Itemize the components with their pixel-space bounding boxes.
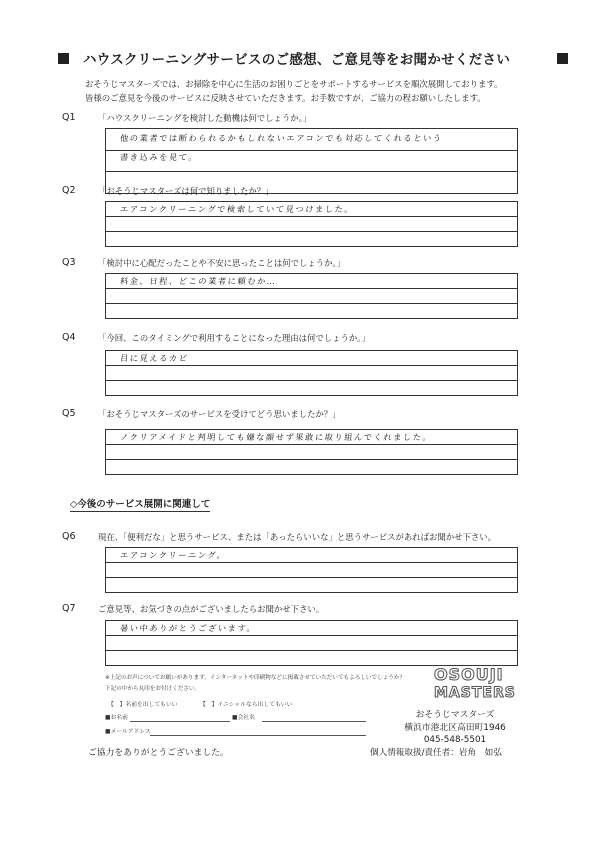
question-text: 「おそうじマスターズのサービスを受けてどう思いましたか？」: [98, 409, 341, 419]
name-field-line[interactable]: [130, 721, 230, 722]
handwritten-answer: 目に見えるカビ: [119, 353, 190, 363]
email-field-line[interactable]: [150, 735, 366, 736]
company-name: おそうじマスターズ: [415, 710, 495, 720]
question-number: Q3: [62, 257, 76, 268]
name-field-label: ■お名前: [105, 715, 128, 721]
survey-header: [58, 47, 568, 69]
section-heading: ◇今後のサービス展開に関連して: [70, 496, 210, 512]
question-number: Q6: [62, 531, 76, 542]
company-address: 横浜市港北区高田町1946: [404, 722, 506, 733]
square-bullet-icon: [58, 53, 69, 64]
answer-box-q7: [105, 620, 518, 666]
answer-box-q2: [105, 201, 518, 247]
answer-box-q6: [105, 547, 518, 593]
question-number: Q1: [62, 112, 76, 123]
question-text: ご意見等、お気づきの点がございましたらお聞かせ下さい。: [98, 604, 325, 614]
privacy-manager: 個人情報取扱/責任者：岩角 如弘: [370, 748, 502, 758]
company-info: [370, 709, 540, 747]
handwritten-answer: エアコンクリーニング。: [119, 550, 228, 560]
question-number: Q5: [62, 408, 76, 419]
handwritten-answer: 他の業者では断わられるかもしれないエアコンでも対応してくれるという: [119, 133, 444, 143]
handwritten-answer: 暑い中ありがとうございます。: [119, 623, 257, 633]
handwritten-answer: エアコンクリーニングで検索していて見つけました。: [119, 204, 355, 214]
intro-line-2: 皆様のご意見を今後のサービスに反映させていただきます。お手数ですが、ご協力の程お願いしたします。: [85, 93, 486, 103]
company-field-label: ■会社名: [232, 715, 255, 721]
permission-note: 下記の中から丸印をお付けください。: [105, 686, 201, 692]
answer-box-q3: [105, 273, 518, 319]
question-text: 「ハウスクリーニングを検討した動機は何でしょうか。」: [98, 113, 312, 123]
email-field-label: ■メールアドレス: [105, 729, 151, 735]
question-number: Q4: [62, 332, 76, 343]
answer-box-q4: [105, 350, 518, 396]
question-text: 「今回、このタイミングで利用することになった理由は何でしょうか。」: [98, 333, 370, 343]
question-text: 現在、「便利だな」と思うサービス、または「あったらいいな」と思うサービスがあればお聞かせ下さい。: [98, 532, 496, 542]
permission-option-initial[interactable]: 【 】イニシャルなら出してもいい: [200, 702, 293, 708]
page-title: ハウスクリーニングサービスのご感想、ご意見等をお聞かせください: [83, 52, 511, 68]
question-number: Q7: [62, 603, 76, 614]
question-text: 「おそうじマスターズは何で知りましたか？」: [98, 186, 274, 196]
intro-line-1: おそうじマスターズでは、お掃除を中心に生活のお困りごとをサポートするサービスを順次展開しております。: [85, 79, 503, 89]
answer-box-q5: [105, 429, 518, 475]
osouji-masters-logo: OSOUJI MASTERS: [434, 665, 516, 701]
permission-option-name[interactable]: 【 】名前を出してもいい: [108, 702, 178, 708]
question-number: Q2: [62, 185, 76, 196]
question-text: 「検討中に心配だったことや不安に思ったことは何でしょうか。」: [98, 258, 346, 268]
handwritten-answer: 書き込みを見て。: [119, 152, 199, 162]
permission-note: ※上記のお声についてお願いがあります。インターネットや印刷物などに掲載させていただいてもよろしいでしょうか？: [105, 675, 406, 681]
square-bullet-icon: [557, 53, 568, 64]
handwritten-answer: ノクリアメイドと判明しても嫌な顔せず果敢に取り組んでくれました。: [119, 432, 433, 442]
handwritten-answer: 料金、日程、どこの業者に頼むか…: [119, 276, 278, 286]
company-phone: 045-548-5501: [423, 735, 487, 745]
thanks-message: ご協力をありがとうございました。: [88, 748, 229, 758]
company-field-line[interactable]: [262, 721, 366, 722]
